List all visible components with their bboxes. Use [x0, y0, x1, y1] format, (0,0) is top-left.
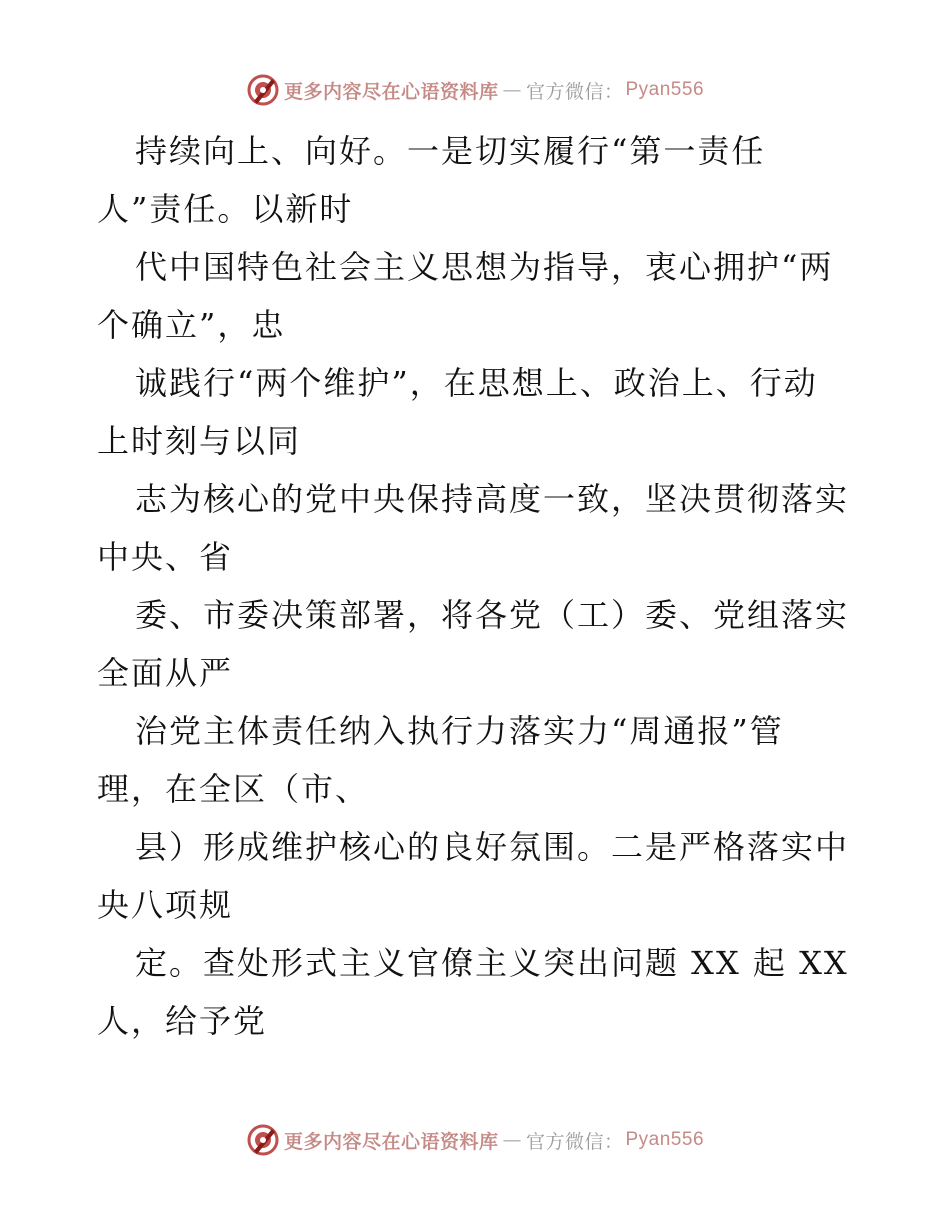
- text-line: 县）形成维护核心的良好氛围。二是严格落实中: [135, 828, 850, 866]
- text-line: 全面从严: [97, 654, 234, 692]
- text-line: 上时刻与以同: [97, 422, 302, 460]
- text-line: 定。查处形式主义官僚主义突出问题 XX 起 XX: [135, 944, 849, 982]
- text-line: 个确立”，忠: [97, 306, 286, 344]
- text-line: 央八项规: [97, 886, 234, 924]
- text-line: 代中国特色社会主义思想为指导，衷心拥护“两: [135, 248, 834, 286]
- pen-logo-icon: [246, 73, 280, 107]
- watermark-wechat-id: Pyan556: [625, 1129, 705, 1150]
- watermark-dash: —: [502, 79, 522, 101]
- watermark-dash: —: [502, 1129, 522, 1151]
- text-line: 中央、省: [97, 538, 234, 576]
- watermark-text: 更多内容尽在心语资料库: [283, 80, 499, 103]
- document-body: [97, 122, 857, 1050]
- footer-watermark: [0, 1120, 950, 1160]
- watermark-wechat-label: 官方微信：: [525, 80, 624, 103]
- text-line: 持续向上、向好。一是切实履行“第一责任: [135, 132, 766, 170]
- text-line: 委、市委决策部署，将各党（工）委、党组落实: [135, 596, 850, 634]
- watermark-wechat-id: Pyan556: [625, 79, 705, 100]
- watermark-text: 更多内容尽在心语资料库: [283, 1130, 499, 1153]
- text-line: 人，给予党: [97, 1002, 268, 1040]
- text-line: 理，在全区（市、: [97, 770, 370, 808]
- pen-logo-icon: [246, 1123, 280, 1157]
- text-line: 治党主体责任纳入执行力落实力“周通报”管: [135, 712, 784, 750]
- text-line: 人”责任。以新时: [97, 190, 354, 228]
- text-line: 志为核心的党中央保持高度一致，坚决贯彻落实: [135, 480, 850, 518]
- header-watermark: [0, 70, 950, 110]
- text-line: 诚践行“两个维护”，在思想上、政治上、行动: [135, 364, 818, 402]
- watermark-wechat-label: 官方微信：: [525, 1130, 624, 1153]
